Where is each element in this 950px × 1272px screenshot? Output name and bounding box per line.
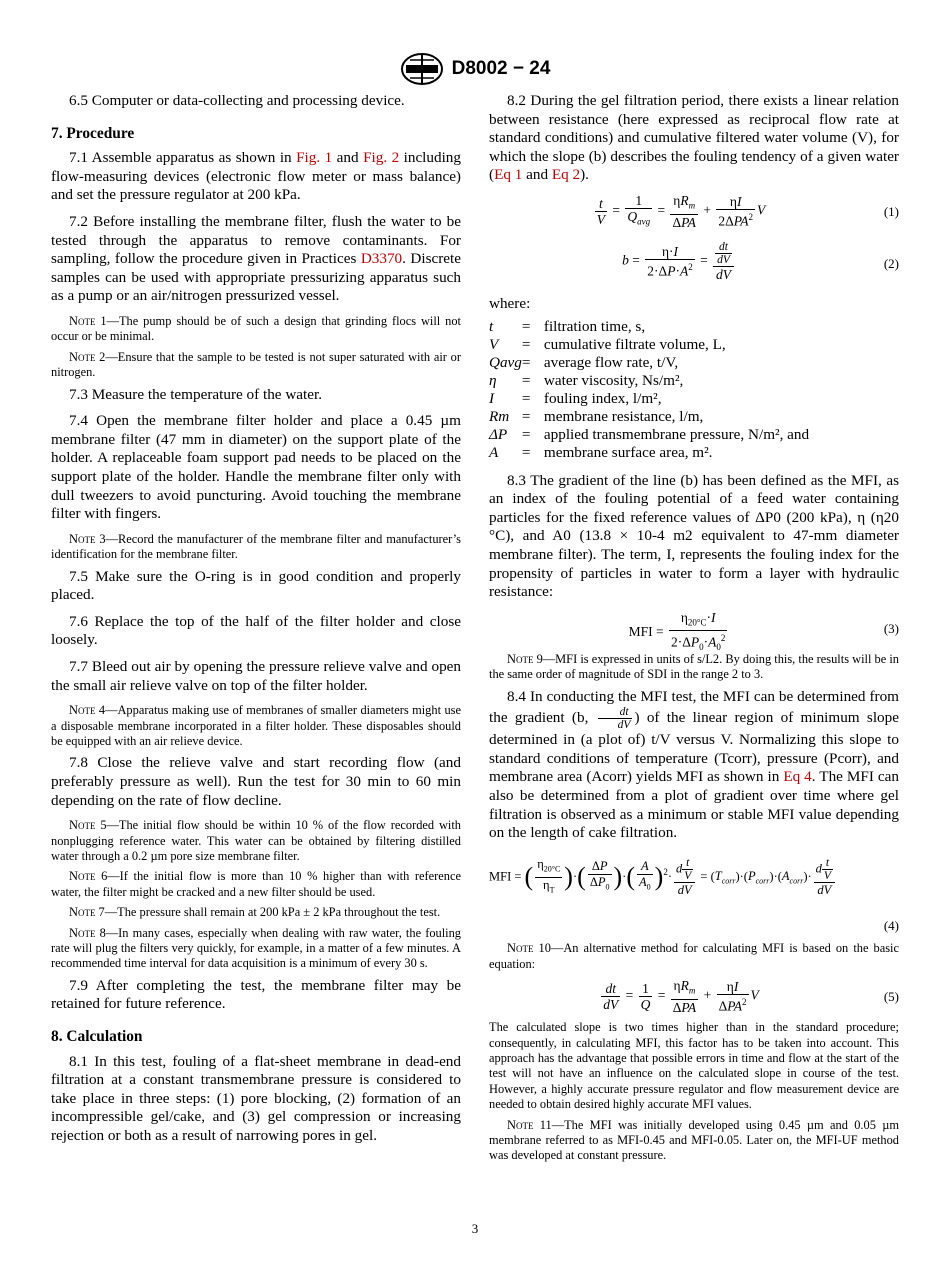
symbol: Rm [489, 407, 510, 425]
paragraph-7-3: 7.3 Measure the temperature of the water. [69, 385, 323, 403]
equation-2-number: (2) [883, 255, 899, 271]
paragraph-7-4: 7.4 Open the membrane filter holder and place a 0.45 µm membrane filter (47 mm in diameter) on the support plate of the holder. A replaceable foam support pad needs to be placed on the support plate of the holder. Handle the membrane filter only with dull tweezers to avoid puncturing. Avoid touching the membrane filter with fingers. [51, 412, 461, 523]
note-11: Note 11—The MFI was initially developed using 0.45 µm and 0.05 µm membrane referred to as MFI-0.45 and MFI-0.05. Later on, the MFI-UF method was developed at constant pressure. [489, 1117, 899, 1163]
equals-sign: = [521, 389, 531, 407]
note-3: Note 3—Record the manufacturer of the membrane filter and manufacturer’s identification for the membrane filter. [51, 531, 461, 562]
equals-sign: = [521, 443, 531, 461]
paragraph-7-6: 7.6 Replace the top of the half of the filter holder and close loosely. [51, 612, 461, 649]
symbol-definition-row [489, 372, 809, 390]
paragraph-7-7: 7.7 Bleed out air by opening the pressure relieve valve and open the small air relieve valve on top of the filter holder. [51, 657, 461, 694]
astm-logo-icon [400, 52, 444, 86]
paragraph-7-2: 7.2 Before installing the membrane filter, flush the water to be tested through the apparatus to remove contaminants. For sampling, follow the procedure given in Practices D3370. Discrete samples can be used with appropriate pressurizing apparatus such as a pump or an air/nitrogen pressurized vessel. [51, 212, 461, 305]
paragraph-6-5: 6.5 Computer or data-collecting and processing device. [69, 92, 405, 109]
equation-5-number: (5) [883, 989, 899, 1005]
note-4: Note 4—Apparatus making use of membranes of smaller diameters might use a disposable membrane incorporated in a filter holder. These disposables should be equipped with an air relieve device. [51, 703, 461, 748]
symbol-description: membrane resistance, l/m, [543, 407, 704, 425]
paragraph-8-4: 8.4 In conducting the MFI test, the MFI can be determined from the gradient (b, $\frac{dt}{dV}$ ) of the linear region of minimum slope determined in (a plot of) t/V versus V. Normalizing this slope to standard conditions of temperature (Tcorr), pressure (Pcorr), and membrane area (Acorr) yields MFI as shown in Eq 4. The MFI can also be determined from a plot of gradient over time where gel filtration is observed as a minimum or stable MFI value depending on the length of cake filtration. [489, 687, 899, 842]
note-9: Note 9—MFI is expressed in units of s/L2. By doing this, the results will be in the same order of magnitude of SDI in the range 2 to 3. [489, 651, 899, 682]
symbol-definition-row [489, 336, 809, 354]
left-column [51, 92, 461, 1154]
paragraph-8-1: 8.1 In this test, fouling of a flat-sheet membrane in dead-end filtration at a constant transmembrane pressure is considered to take place in three steps: (1) pore blocking, (2) formation of an incompressible gel/cake, and (3) gel compression or increasing rejection or both as a result of narrowing pores in gel. [51, 1052, 461, 1144]
page-number: 3 [471, 1221, 479, 1236]
paragraph-7-9: 7.9 After completing the test, the membrane filter may be retained for future reference. [51, 976, 461, 1013]
symbol-description: fouling index, l/m², [543, 389, 662, 407]
d3370-link[interactable]: D3370 [360, 250, 403, 268]
note-2: Note 2—Ensure that the sample to be tested is not super saturated with air or nitrogen. [51, 349, 461, 380]
right-column [489, 92, 899, 1169]
symbol-definition-row [489, 354, 809, 372]
symbol: A [489, 443, 499, 461]
fig1-link[interactable]: Fig. 1 [296, 149, 333, 167]
equals-sign: = [521, 335, 531, 353]
note-5: Note 5—The initial flow should be within 10 % of the flow recorded with nonplugging reference water. This water can be obtained by filtering distilled water through a 0.2 µm pore size membrane filter. [51, 818, 461, 863]
where-label: where: [489, 294, 531, 312]
equation-5: $\frac{dt}{dV}$ = $\frac{1}{Q}$ = $\frac{\eta R_m}{\text{ΔPA}}$ + $\frac{\eta I}{\Delta PA^2}$ V (5) [603, 978, 899, 1015]
equation-3: MFI = $\frac{\eta_{20^\circ C}\cdot I}{2\cdot\Delta P_0\cdot A_0^2}$ (3) [628, 609, 899, 653]
symbol: η [489, 371, 497, 389]
symbol-description: filtration time, s, [543, 317, 646, 335]
equation-4: MFI = ( $\frac{\eta_{20^\circ C}}{\eta_T}$ )·( $\frac{\Delta P}{\Delta P_0}$ )·( $\frac{A}{A_0}$ )$^2$· d $\frac{t}{V}$ dV = $(T_{corr})\cdot(P_{corr})\cdot(A_{corr})\cdot$ d $\frac{t}{V}$ dV [489, 851, 899, 909]
document-id: D8002 − 24 [451, 58, 551, 79]
symbol-definition-row [489, 318, 809, 336]
equation-2: b = $\frac{\eta\cdot I}{2\cdot\Delta P\cdot A^2}$ = $\frac{\frac{dt}{dV}}{dV}$ (2) [622, 240, 899, 282]
note-8: Note 8—In many cases, especially when dealing with raw water, the fouling rate will plug the filters very quickly, for example, in a matter of a few minutes. A recommended time interval for data acquisition is a minimum of every 30 s. [51, 925, 461, 971]
equation-3-number: (3) [883, 620, 899, 636]
symbol-description: applied transmembrane pressure, N/m², and [543, 425, 810, 443]
symbol-definition-row [489, 390, 809, 408]
equals-sign: = [521, 425, 531, 443]
symbol-definition-row [489, 444, 809, 462]
symbol-description: water viscosity, Ns/m², [543, 371, 684, 389]
symbol: V [489, 335, 499, 353]
note-6: Note 6—If the initial flow is more than 10 % higher than with reference water, the filter might be cracked and a new filter should be used. [51, 869, 461, 899]
symbol-description: average flow rate, t/V, [543, 353, 679, 371]
equation-4-number: (4) [883, 917, 899, 933]
page-header [0, 52, 950, 86]
symbol-definition-row [489, 408, 809, 426]
note-10: Note 10—An alternative method for calculating MFI is based on the basic equation: [489, 941, 899, 971]
slope-note-text: The calculated slope is two times higher than in the standard procedure; consequently, in calculating MFI, this factor has to be taken into account. This approach has the advantage that possible errors in time and flow at the start of the test will not have an influence on the calculated slope in course of the test. However, a highly accurate pressure regulator and flow measurement device are needed to obtain desired highly accurate MFI values. [489, 1020, 899, 1112]
eq4-link[interactable]: Eq 4 [783, 768, 812, 786]
symbol: I [489, 389, 495, 407]
paragraph-7-5: 7.5 Make sure the O-ring is in good condition and properly placed. [51, 567, 461, 604]
paragraph-8-3: 8.3 The gradient of the line (b) has been defined as the MFI, as an index of the fouling potential of a feed water containing particles for the fixed reference values of ΔP0 (200 kPa), η (η20 °C), and A0 (13.8 × 10-4 m2 equivalent to 47-mm diameter membrane filter). The term, I, represents the fouling index for the propensity of particles in water to form a layer with hydraulic resistance: [489, 471, 899, 601]
symbol: Qavg [489, 353, 522, 371]
paragraph-7-8: 7.8 Close the relieve valve and start recording flow (and preferably pressure as well). Run the test for 30 min to 60 min depending on the rate of flow decline. [51, 754, 461, 809]
paragraph-7-1: 7.1 Assemble apparatus as shown in Fig. 1 and Fig. 2 including flow-measuring devices (electronic flow meter or mass balance) and set the pressure regulator at 200 kPa. [51, 149, 461, 204]
equation-1-number: (1) [883, 203, 899, 219]
equals-sign: = [521, 371, 531, 389]
note-7: Note 7—The pressure shall remain at 200 kPa ± 2 kPa throughout the test. [69, 905, 441, 920]
symbol-definition-row [489, 426, 809, 444]
eq1-link[interactable]: Eq 1 [494, 166, 523, 184]
symbol-definitions [489, 318, 809, 462]
symbol: t [489, 317, 494, 335]
symbol-description: membrane surface area, m². [543, 443, 713, 461]
note-1: Note 1—The pump should be of such a design that grinding flocs will not occur or be minimal. [51, 313, 461, 344]
equals-sign: = [521, 353, 531, 371]
fig2-link[interactable]: Fig. 2 [363, 149, 400, 167]
equals-sign: = [521, 407, 531, 425]
eq2-link[interactable]: Eq 2 [551, 166, 581, 184]
section-heading-procedure: 7. Procedure [51, 124, 135, 142]
symbol: ΔP [489, 425, 508, 443]
section-heading-calculation: 8. Calculation [51, 1027, 143, 1045]
paragraph-8-2: 8.2 During the gel filtration period, there exists a linear relation between resistance (here expressed as reciprocal flow rate at standard conditions) and cumulative filtered water volume (V), for which the slope (b) describes the fouling tendency of a given water (Eq 1 and Eq 2). [489, 92, 899, 184]
equals-sign: = [521, 317, 531, 335]
symbol-description: cumulative filtrate volume, L, [543, 335, 726, 353]
equation-1: $\frac{t}{V}$ = $\frac{1}{Q_{avg}}$ = $\frac{\eta R_m}{\text{ΔPA}}$ + $\frac{\eta I}{2\Delta PA^2}$ V (1) [596, 192, 899, 230]
